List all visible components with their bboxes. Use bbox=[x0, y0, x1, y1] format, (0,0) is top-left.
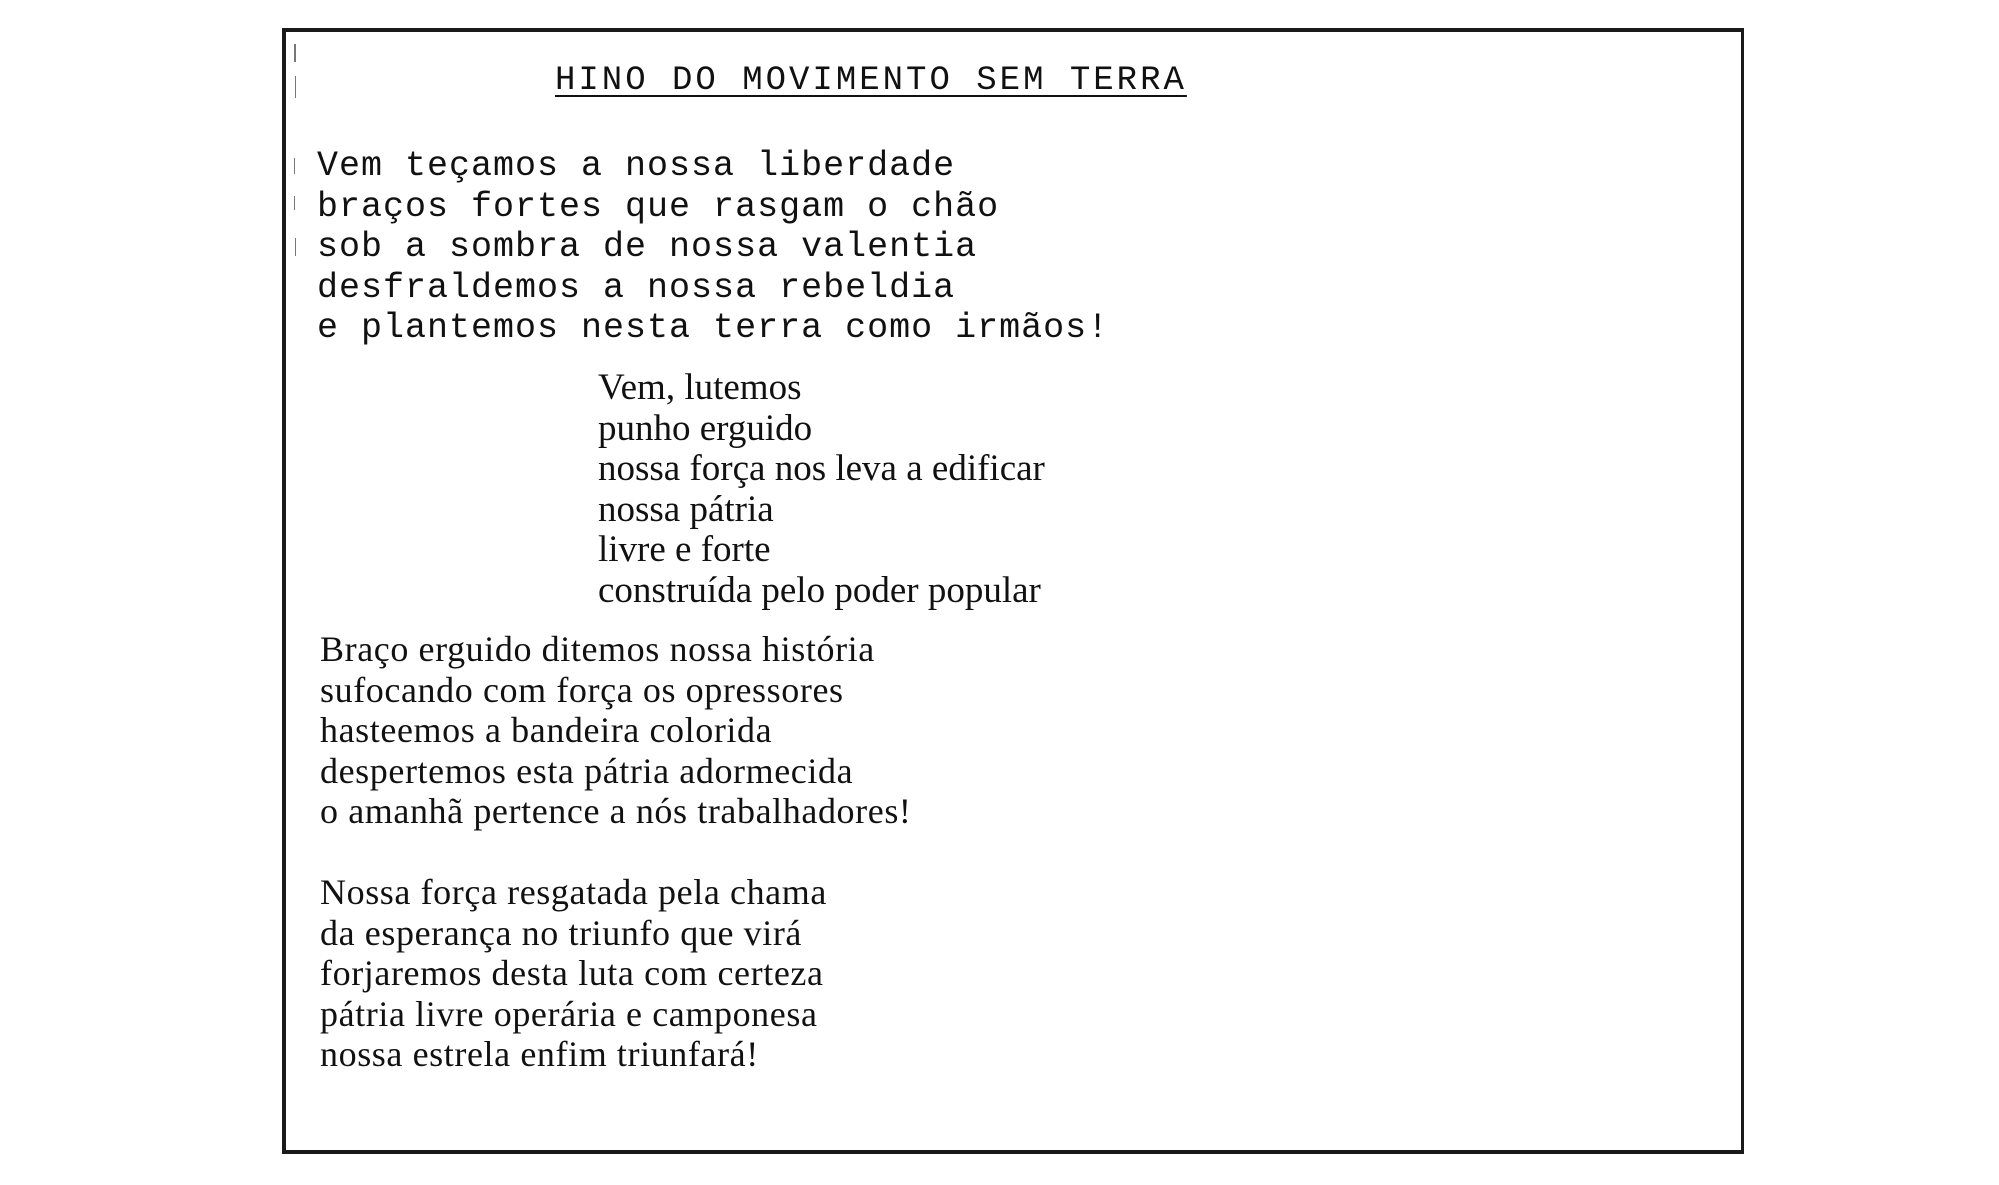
scan-artifact-mark bbox=[295, 238, 296, 256]
scan-artifact-mark bbox=[294, 44, 296, 62]
verse-line: hasteemos a bandeira colorida bbox=[320, 710, 773, 750]
document-title: HINO DO MOVIMENTO SEM TERRA bbox=[555, 62, 1187, 100]
chorus-line: livre e forte bbox=[598, 529, 771, 570]
verse-line: sob a sombra de nossa valentia bbox=[317, 227, 978, 267]
chorus-line: construída pelo poder popular bbox=[598, 569, 1041, 611]
verse-line: e plantemos nesta terra como irmãos! bbox=[317, 308, 1110, 348]
chorus-line: punho erguido bbox=[598, 407, 813, 449]
scan-artifact-mark bbox=[294, 196, 295, 210]
verse-line: Vem teçamos a nossa liberdade bbox=[317, 146, 956, 186]
chorus bbox=[598, 368, 1045, 611]
chorus-line: Vem, lutemos bbox=[598, 367, 802, 408]
verse-line: Nossa força resgatada pela chama bbox=[320, 872, 827, 912]
verse-line: desfraldemos a nossa rebeldia bbox=[317, 267, 956, 308]
verse-line: nossa estrela enfim triunfará! bbox=[320, 1034, 759, 1074]
verse-line: despertemos esta pátria adormecida bbox=[320, 750, 854, 791]
stanza-2 bbox=[320, 629, 912, 832]
stanza-1 bbox=[317, 146, 1109, 349]
verse-line: Braço erguido ditemos nossa história bbox=[320, 629, 875, 669]
scan-artifact-mark bbox=[294, 158, 295, 174]
chorus-line: nossa pátria bbox=[598, 488, 774, 530]
verse-line: pátria livre operária e camponesa bbox=[320, 993, 818, 1034]
stanza-3 bbox=[320, 872, 827, 1075]
verse-line: o amanhã pertence a nós trabalhadores! bbox=[320, 791, 912, 831]
verse-line: forjaremos desta luta com certeza bbox=[320, 953, 824, 993]
scan-artifact-mark bbox=[295, 76, 296, 98]
chorus-line: nossa força nos leva a edificar bbox=[598, 448, 1045, 489]
verse-line: da esperança no triunfo que virá bbox=[320, 912, 802, 953]
verse-line: sufocando com força os opressores bbox=[320, 669, 844, 710]
verse-line: braços fortes que rasgam o chão bbox=[317, 186, 1000, 227]
